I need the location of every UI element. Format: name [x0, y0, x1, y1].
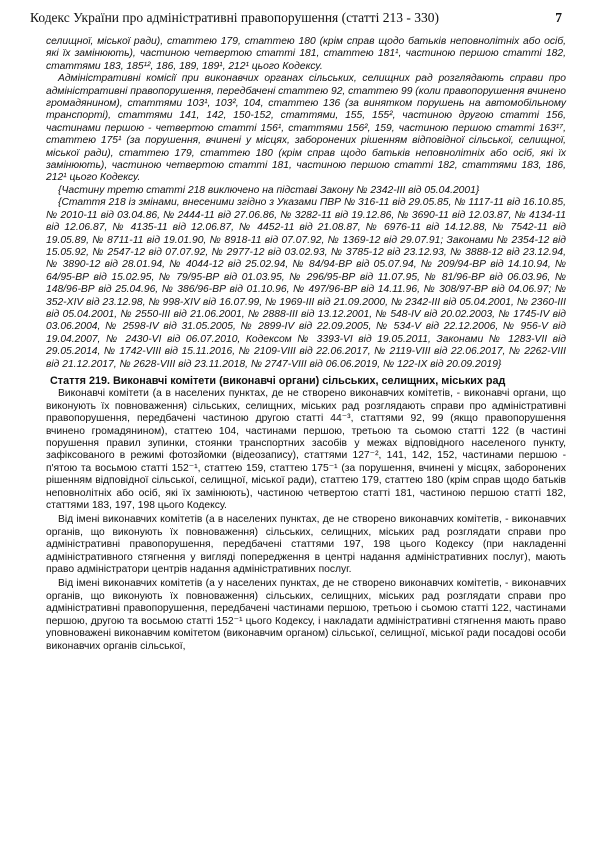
editorial-note-amendments: {Стаття 218 із змінами, внесеними згідно з Указами ПВР № 316-11 від 29.05.85, № 1117-11 від 16.10.85, № 2010-11 від 03.04.86, № 2444-11 від 27.06.86, № 3282-11 від 19.12.86, № 3690-11 від 12.03.87, № 4134-11 від 12.06.87, № 4135-11 від 12.06.87, № 4452-11 від 21.08.87, № 6976-11 від 14.12.88, № 7542-11 від 19.05.89, № 8711-11 від 19.01.90, № 8918-11 від 07.07.92, № 1369-12 від 29.07.91; Законами № 2354-12 від 15.05.92, № 2547-12 від 07.07.92, № 2977-12 від 03.02.93, № 3785-12 від 23.12.93, № 3888-12 від 23.12.94, № 3890-12 від 28.01.94, № 4044-12 від 25.02.94, № 84/94-ВР від 05.07.94, № 209/94-ВР від 14.10.94, № 64/95-ВР від 15.02.95, № 79/95-ВР від 01.03.95, № 296/95-ВР від 11.07.95, № 81/96-ВР від 06.03.96, № 148/96-ВР від 25.04.96, № 386/96-ВР від 01.10.96, № 497/96-ВР від 14.11.96, № 308/97-ВР від 04.06.97; № 352-XIV від 23.12.98, № 998-XIV від 16.07.99, № 1969-III від 21.09.2000, № 2342-III від 05.04.2001, № 2360-III від 05.04.2001, № 2550-III від 21.06.2001, № 2888-III від 13.12.2001, № 548-IV від 20.02.2003, № 1745-IV від 03.06.2004, № 2598-IV від 31.05.2005, № 2899-IV від 22.09.2005, № 534-V від 22.12.2006, № 956-V від 19.04.2007, № 2430-VI від 06.07.2010, Кодексом № 3393-VI від 19.05.2011, Законами № 1283-VII від 29.05.2014, № 1742-VIII від 15.11.2016, № 2109-VIII від 22.06.2017, № 2119-VIII від 22.06.2017, № 2262-VIII від 21.12.2017, № 2628-VIII від 23.11.2018, № 2747-VIII від 06.06.2019, № 122-IX від 20.09.2019} [46, 197, 566, 370]
editorial-note-excluded-part: {Частину третю статті 218 виключено на підставі Закону № 2342-III від 05.04.2001} [58, 184, 480, 196]
paragraph-authorized-officials: Від імені виконавчих комітетів (а у населених пунктах, де не створено виконавчих комітетів, - виконавчих органів, що виконують їх повноваження) сільських, селищних, міських рад розглядати справи про адміністративні правопорушення, передбачені частинами першою, третьою і сьомою статті 122, частинами першою, другою та восьмою статті 152⁻¹ цього Кодексу, і накладати адміністративні стягнення мають право уповноважені виконавчим комітетом (виконавчим органом) сільської, селищної, міської ради посадові особи виконавчих органів сільської, [46, 578, 566, 652]
running-title: Кодекс України про адміністративні правопорушення (статті 213 - 330) [30, 10, 439, 25]
paragraph-administrators: Від імені виконавчих комітетів (а в населених пунктах, де не створено виконавчих комітетів, - виконавчих органів, що виконують їх повноваження) сільських, селищних, міських рад розглядати справи про адміністративні правопорушення, передбачені статтями 197, 198 цього Кодексу (при накладенні адміністративного стягнення у вигляді попередження в центрі надання адміністративних послуг), мають право адміністратори центрів надання адміністративних послуг. [46, 514, 566, 576]
page-number: 7 [555, 10, 562, 25]
page-header [30, 12, 562, 32]
paragraph-executive-committees: Виконавчі комітети (а в населених пунктах, де не створено виконавчих комітетів, - виконавчі органи, що виконують їх повноваження) сільських, селищних, міських рад розглядають справи про адміністративні правопорушення, передбачені частиною другою статті 44⁻³, статтями 92, 99 (якщо правопорушення вчинено громадянином), статтею 104, частинами першою, третьою та сьомою статті 122 (в частині порушення правил зупинки, стоянки транспортних засобів у межах відповідного населеного пункту, зафіксованого в режимі фотозйомки (відеозапису), статтями 127⁻², 141, 142, 152, частинами першою - п'ятою та восьмою статті 152⁻¹, статтею 159, статтею 175⁻¹ (за порушення, вчинені у місцях, заборонених рішенням відповідної сільської, селищної, міської ради), статтею 179, статтею 180 (крім справ щодо батьків неповнолітніх або осіб, які їх замінюють), частиною четвертою статті 181, частиною першою статті 182, статтями 183, 197, 198 цього Кодексу. [46, 388, 566, 512]
article-heading: Стаття 219. Виконавчі комітети (виконавчі органи) сільських, селищних, міських рад [50, 374, 506, 387]
paragraph-admin-commissions: Адміністративні комісії при виконавчих органах сільських, селищних рад розглядають справи про адміністративні правопорушення, передбачені статтею 92, статтею 99 (коли правопорушення вчинено громадянином), статтями 103¹, 103², 104, статтею 136 (за винятком порушень на автомобільному транспорті), статтями 141, 142, 150-152, статтями, 155, 155², частиною другою статті 156, частинами першою - четвертою статті 156¹, статтями 156², 159, частиною першою статті 163¹⁷, статтею 175¹ (за порушення, вчинені у місцях, заборонених рішенням відповідної сільської, селищної, міської ради), статтею 179, статтею 180 (крім справ щодо батьків неповнолітніх або осіб, які їх замінюють), частиною четвертою статті 181, частиною першою статті 182, статтями 183, 186, 212¹ цього Кодексу. [46, 73, 566, 184]
page-body [46, 36, 566, 653]
paragraph-continuation: селищної, міської ради), статтею 179, статтею 180 (крім справ щодо батьків неповнолітніх або осіб, які їх замінюють), частиною четвертою статті 181, статтею 181¹, частиною першою статті 182, статтями 183, 185¹², 186, 189, 189¹, 212¹ цього Кодексу. [46, 36, 566, 72]
